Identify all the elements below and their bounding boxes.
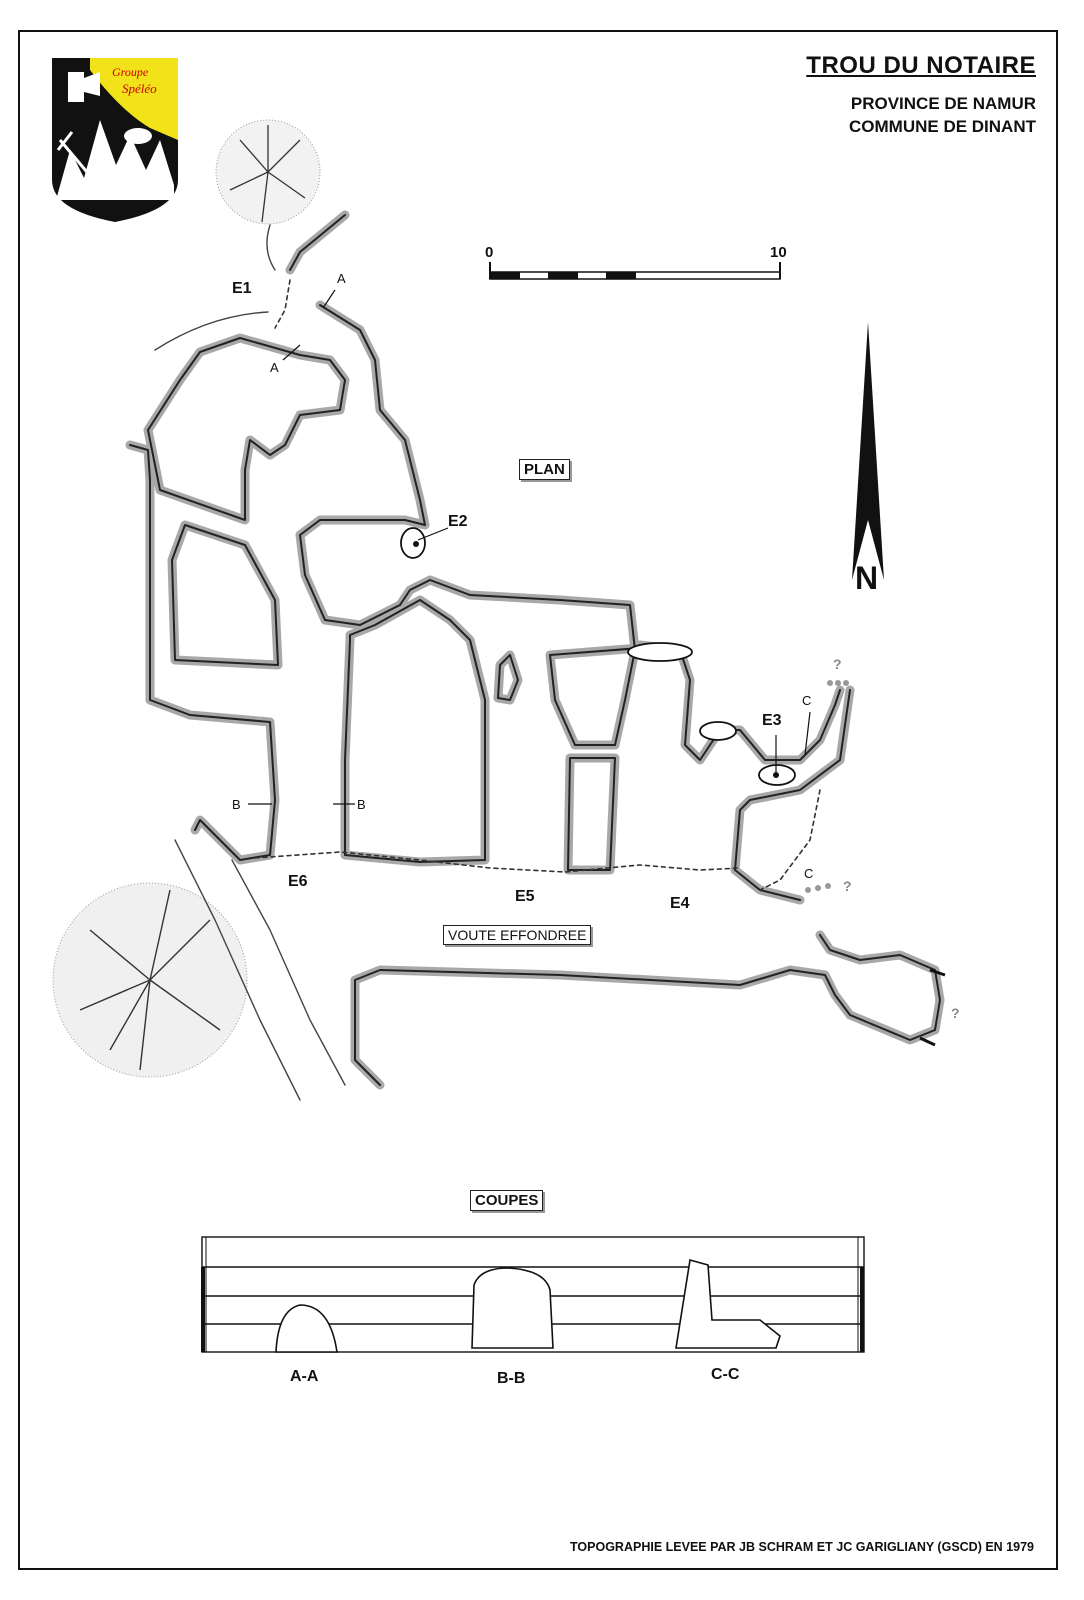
logo-text-2: Spéléo bbox=[122, 81, 157, 96]
scale-start: 0 bbox=[485, 244, 494, 261]
tree-bottom-icon bbox=[53, 883, 247, 1077]
voute-label: VOUTE EFFONDREE bbox=[443, 925, 591, 945]
section-c-marker-top: C bbox=[802, 693, 812, 708]
plan-label: PLAN bbox=[519, 459, 570, 480]
logo-text-4: Dinant bbox=[106, 185, 140, 199]
scale-bar bbox=[490, 262, 780, 279]
section-a-marker-top: A bbox=[337, 271, 346, 286]
entrance-e1-label: E1 bbox=[232, 280, 252, 297]
unknown-mark: ? bbox=[833, 656, 842, 672]
section-cc-label: C-C bbox=[711, 1366, 740, 1383]
section-c-marker-bottom: C bbox=[804, 866, 814, 881]
section-diagram bbox=[202, 1237, 864, 1352]
entrance-e3-label: E3 bbox=[762, 712, 782, 729]
section-b-marker-right: B bbox=[357, 797, 366, 812]
cave-walls bbox=[130, 215, 940, 1100]
unknown-mark: ? bbox=[951, 1005, 960, 1021]
unknown-mark: ? bbox=[843, 878, 852, 894]
map-title: TROU DU NOTAIRE bbox=[806, 52, 1036, 79]
north-label: N bbox=[855, 560, 879, 596]
entrance-e2-label: E2 bbox=[448, 513, 468, 530]
province-label: PROVINCE DE NAMUR bbox=[850, 94, 1036, 113]
entrance-e6-label: E6 bbox=[288, 873, 308, 890]
club-logo bbox=[52, 58, 178, 222]
north-arrow-icon bbox=[852, 322, 884, 580]
section-b-marker-left: B bbox=[232, 797, 241, 812]
survey-credit: TOPOGRAPHIE LEVEE PAR JB SCHRAM ET JC GARIGLIANY (GSCD) EN 1979 bbox=[570, 1540, 1034, 1554]
logo-text-3: La Corde bbox=[92, 169, 145, 184]
section-aa-label: A-A bbox=[290, 1368, 319, 1385]
section-bb-label: B-B bbox=[497, 1370, 526, 1387]
tree-top-icon bbox=[216, 120, 320, 224]
coupes-label: COUPES bbox=[470, 1190, 543, 1211]
scale-end: 10 bbox=[770, 244, 787, 261]
entrance-e4-label: E4 bbox=[670, 895, 690, 912]
entrance-e5-label: E5 bbox=[515, 888, 535, 905]
logo-text-1: Groupe bbox=[112, 65, 149, 79]
section-a-marker-bottom: A bbox=[270, 360, 279, 375]
commune-label: COMMUNE DE DINANT bbox=[849, 117, 1036, 136]
